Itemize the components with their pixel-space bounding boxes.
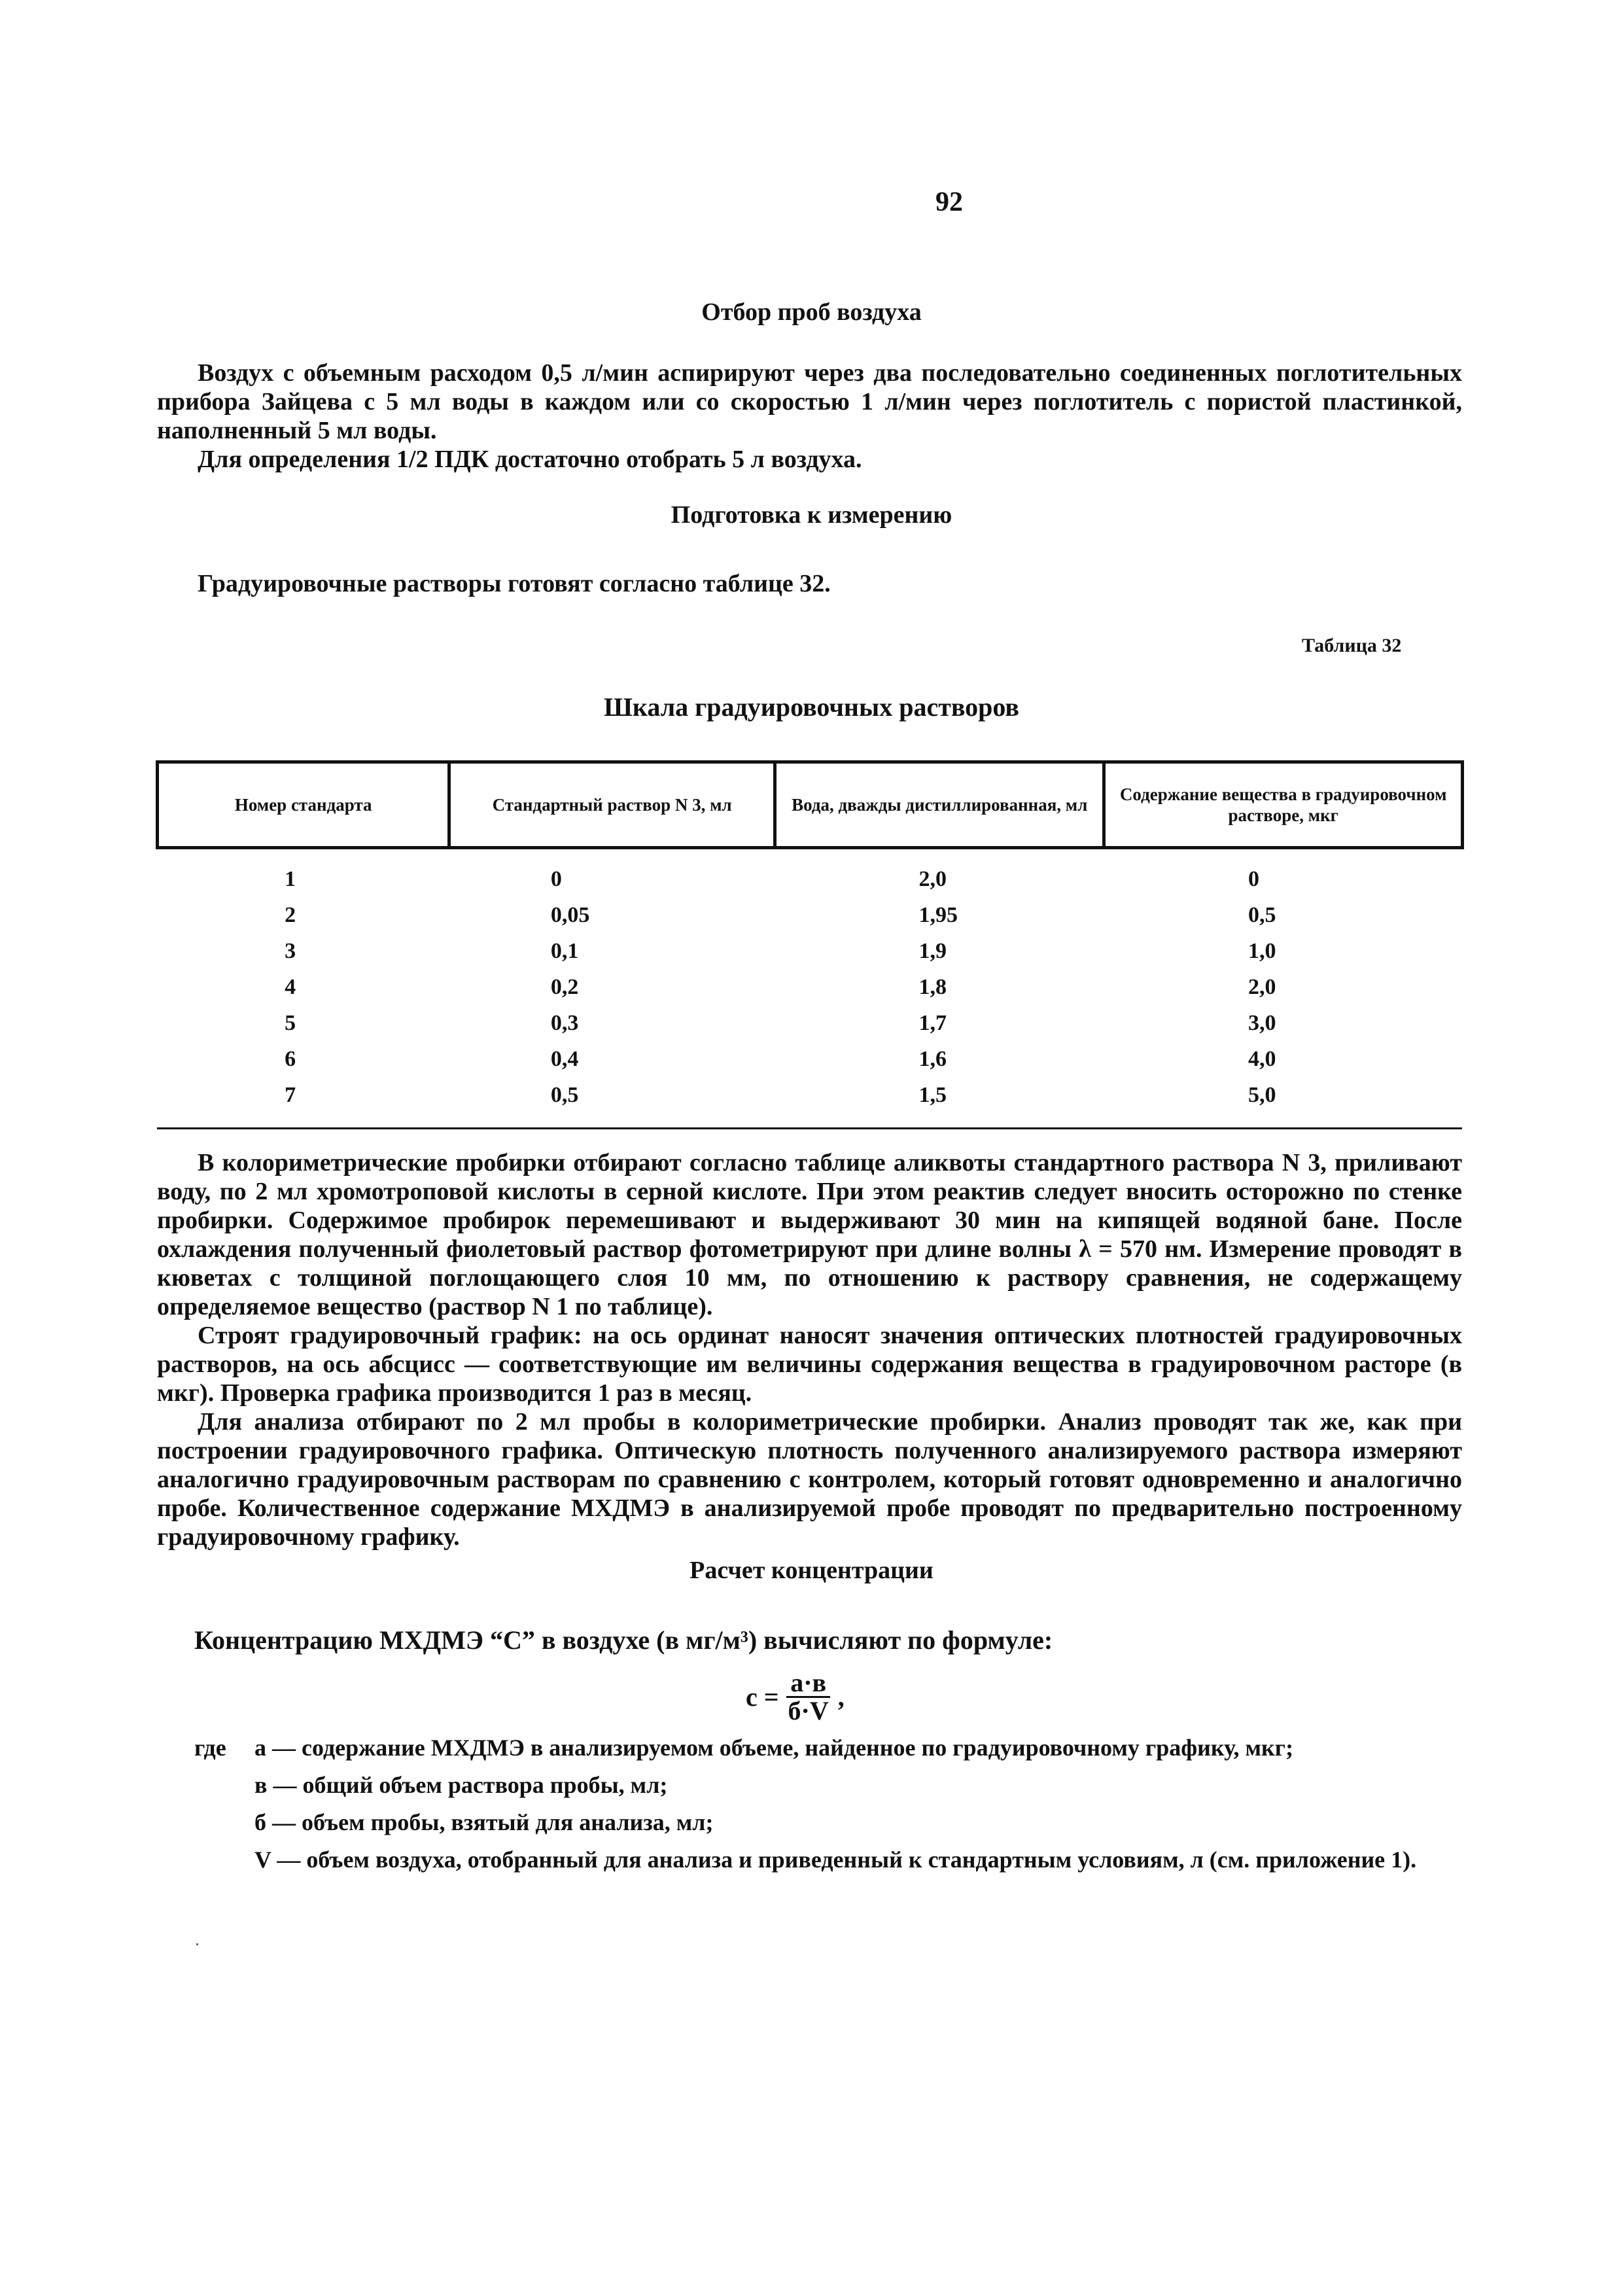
cell-standard-number: 2 (285, 902, 296, 927)
legend-text: в — общий объем раствора пробы, мл; (254, 1772, 668, 1798)
cell-standard-solution: 0,3 (550, 1010, 579, 1035)
legend-item (194, 1809, 1535, 1846)
calibration-table (156, 760, 1464, 1113)
section-title-prep: Подготовка к измерению (671, 501, 952, 529)
cell-standard-number: 6 (285, 1046, 296, 1071)
cell-standard-solution: 0,05 (550, 902, 590, 927)
sampling-text-1: Воздух с объемным расходом 0,5 л/мин аспирируют через два последовательно соединенных поглотительных прибора Зайцева с 5 мл воды в каждом или со скоростью 1 л/мин через поглотитель с пористой пластинкой, наполненный 5 мл воды. (157, 359, 1462, 444)
cell-standard-number: 4 (285, 974, 296, 999)
cell-standard-solution: 0,2 (550, 974, 579, 999)
cell-standard-solution: 0,1 (550, 938, 579, 963)
prep-paragraph (157, 569, 1462, 598)
header-content: Содержание вещества в градуировочном растворе, мкг (1104, 762, 1463, 848)
table-row (158, 897, 1463, 933)
section-title-sampling: Отбор проб воздуха (701, 298, 922, 326)
table-label: Таблица 32 (1302, 635, 1402, 656)
procedure-paragraphs (157, 1148, 1462, 1551)
sampling-text-2: Для определения 1/2 ПДК достаточно отобрать 5 л воздуха. (198, 446, 862, 473)
cell-content: 5,0 (1248, 1082, 1276, 1107)
formula-tail: , (837, 1682, 845, 1712)
cell-content: 1,0 (1248, 938, 1276, 963)
formula-denominator: б·V (788, 1696, 829, 1725)
cell-water: 1,8 (918, 974, 947, 999)
formula-lhs: с = (746, 1682, 779, 1712)
procedure-text-3: Для анализа отбирают по 2 мл пробы в колориметрические пробирки. Анализ проводят так же, как при построении градуировочного графика. Оптическую плотность полученного анализируемого раствора измеряют аналогично градуировочным растворам по сравнению с контролем, который готовят одновременно и аналогично пробе. Количественное содержание МХДМЭ в анализируемой пробе проводят по предварительно построенному градуировочному графику. (157, 1408, 1462, 1551)
table-bottom-rule (157, 1127, 1462, 1129)
table-row (158, 1005, 1463, 1041)
cell-standard-solution: 0 (550, 866, 562, 891)
section-title-calc: Расчет концентрации (689, 1557, 934, 1584)
cell-standard-solution: 0,4 (550, 1046, 579, 1071)
formula-fraction (784, 1670, 833, 1724)
formula-legend (194, 1734, 1535, 1883)
cell-water: 1,5 (918, 1082, 947, 1107)
procedure-text-1: В колориметрические пробирки отбирают согласно таблице аликвоты стандартного раствора N 3, приливают воду, по 2 мл хромотроповой кислоты в серной кислоте. При этом реактив следует вносить осторожно по стенке пробирки. Содержимое пробирок перемешивают и выдерживают 30 мин на кипящей водяной бане. После охлаждения полученный фиолетовый раствор фотометрируют при длине волны λ = 570 нм. Измерение проводят в кюветах с толщиной поглощающего слоя 10 мм, по отношению к раствору сравнения, не содержащему определяемое вещество (раствор N 1 по таблице). (157, 1149, 1462, 1320)
table-row (158, 1041, 1463, 1077)
legend-text: а — содержание МХДМЭ в анализируемом объеме, найденное по градуировочному графику, мкг; (254, 1735, 1294, 1761)
sampling-paragraph (157, 359, 1462, 474)
legend-item (194, 1734, 1535, 1771)
cell-water: 2,0 (918, 866, 947, 891)
concentration-formula (746, 1670, 845, 1724)
table-row (158, 969, 1463, 1005)
formula-intro: Концентрацию МХДМЭ “С” в воздухе (в мг/м³) вычисляют по формуле: (194, 1625, 1053, 1655)
cell-standard-number: 1 (285, 866, 296, 891)
legend-item (194, 1846, 1535, 1883)
cell-standard-number: 5 (285, 1010, 296, 1035)
table-row (158, 1077, 1463, 1113)
prep-text: Градуировочные растворы готовят согласно таблице 32. (198, 570, 831, 597)
page-number: 92 (935, 187, 963, 217)
header-water: Вода, дважды дистиллированная, мл (775, 762, 1104, 848)
formula-numerator: а·в (786, 1670, 830, 1698)
cell-content: 4,0 (1248, 1046, 1276, 1071)
legend-text: V — объем воздуха, отобранный для анализа и приведенный к стандартным условиям, л (см. приложение 1). (254, 1846, 1417, 1873)
table-title: Шкала градуировочных растворов (603, 692, 1020, 722)
cell-standard-number: 3 (285, 938, 296, 963)
legend-where: где (194, 1735, 226, 1761)
table-row (158, 933, 1463, 969)
table-header-row (158, 762, 1463, 848)
cell-content: 0,5 (1248, 902, 1276, 927)
procedure-text-2: Строят градуировочный график: на ось ординат наносят значения оптических плотностей градуировочных растворов, на ось абсцисс — соответствующие им величины содержания вещества в градуировочном расторе (в мкг). Проверка графика производится 1 раз в месяц. (157, 1322, 1462, 1407)
cell-content: 2,0 (1248, 974, 1276, 999)
header-standard-solution: Стандартный раствор N 3, мл (449, 762, 775, 848)
cell-water: 1,7 (918, 1010, 947, 1035)
cell-water: 1,6 (918, 1046, 947, 1071)
cell-water: 1,9 (918, 938, 947, 963)
cell-standard-solution: 0,5 (550, 1082, 579, 1107)
cell-content: 0 (1248, 866, 1259, 891)
legend-item (194, 1771, 1535, 1809)
cell-content: 3,0 (1248, 1010, 1276, 1035)
scan-dot (196, 1943, 198, 1945)
cell-water: 1,95 (918, 902, 958, 927)
header-standard-number: Номер стандарта (158, 762, 449, 848)
table-row (158, 848, 1463, 898)
legend-text: б — объем пробы, взятый для анализа, мл; (254, 1809, 714, 1835)
cell-standard-number: 7 (285, 1082, 296, 1107)
